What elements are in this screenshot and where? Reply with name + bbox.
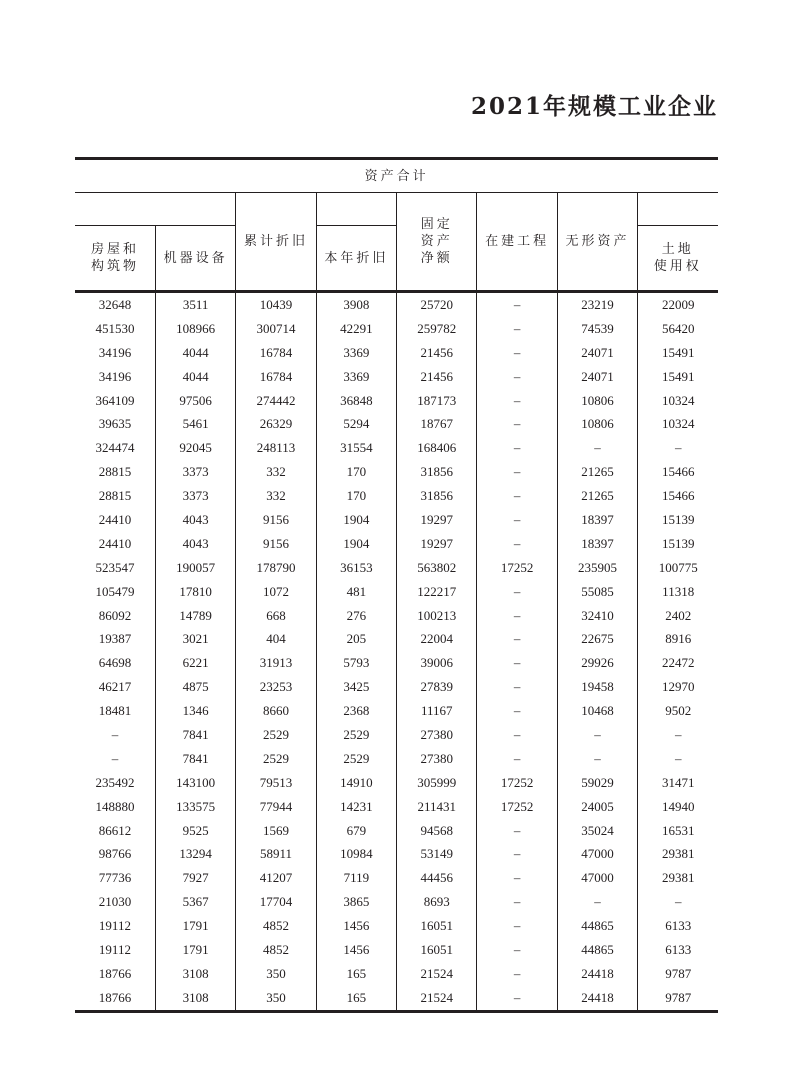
table-cell: 9502 bbox=[638, 699, 718, 723]
table-cell: – bbox=[111, 726, 119, 742]
table-cell: 27380 bbox=[397, 747, 477, 771]
table-cell: 235492 bbox=[95, 774, 135, 790]
table-cell: 4852 bbox=[236, 914, 316, 938]
table-cell: 21456 bbox=[397, 341, 477, 365]
table-cell: 15139 bbox=[638, 532, 718, 556]
table-cell: 170 bbox=[316, 484, 396, 508]
table-cell: 100775 bbox=[638, 556, 718, 580]
header-machinery: 机器设备 bbox=[155, 226, 235, 292]
table-cell: – bbox=[477, 412, 557, 436]
table-cell: 148880 bbox=[95, 798, 135, 814]
table-row bbox=[75, 532, 718, 556]
table-row bbox=[75, 292, 718, 317]
table-row bbox=[75, 723, 718, 747]
table-cell: 13294 bbox=[155, 842, 235, 866]
table-cell: 300714 bbox=[236, 317, 316, 341]
table-cell: 59029 bbox=[557, 771, 637, 795]
table-row bbox=[75, 747, 718, 771]
table-cell: 32410 bbox=[557, 604, 637, 628]
table-cell: 2529 bbox=[316, 723, 396, 747]
table-cell: 3425 bbox=[316, 675, 396, 699]
table-cell: – bbox=[477, 866, 557, 890]
table-cell: 3908 bbox=[316, 292, 396, 317]
table-cell: 31856 bbox=[397, 484, 477, 508]
table-cell: 24005 bbox=[557, 795, 637, 819]
table-cell: 3373 bbox=[155, 484, 235, 508]
table-row bbox=[75, 556, 718, 580]
table-cell: 22004 bbox=[397, 627, 477, 651]
table-cell: 12970 bbox=[638, 675, 718, 699]
table-row bbox=[75, 986, 718, 1011]
header-blank bbox=[75, 193, 236, 226]
table-cell: 74539 bbox=[557, 317, 637, 341]
table-cell: 332 bbox=[236, 460, 316, 484]
table-cell: 2529 bbox=[236, 723, 316, 747]
table-cell: 16531 bbox=[638, 819, 718, 843]
table-cell: 14231 bbox=[316, 795, 396, 819]
header-intangible-assets: 无形资产 bbox=[557, 193, 637, 292]
group-header-total-assets: 资产合计 bbox=[75, 159, 718, 193]
table-cell: 18767 bbox=[397, 412, 477, 436]
table-cell: 46217 bbox=[98, 679, 132, 695]
table-cell: 19297 bbox=[397, 508, 477, 532]
table-cell: 165 bbox=[316, 962, 396, 986]
table-cell: 21524 bbox=[397, 962, 477, 986]
table-cell: – bbox=[477, 699, 557, 723]
table-cell: 11318 bbox=[638, 580, 718, 604]
table-cell: – bbox=[477, 436, 557, 460]
table-cell: 5367 bbox=[155, 890, 235, 914]
table-cell: 16051 bbox=[397, 914, 477, 938]
table-cell: 4043 bbox=[155, 508, 235, 532]
table-cell: 44456 bbox=[397, 866, 477, 890]
table-cell: – bbox=[638, 436, 718, 460]
table-cell: 24410 bbox=[98, 511, 132, 527]
table-cell: 22675 bbox=[557, 627, 637, 651]
table-cell: 4044 bbox=[155, 365, 235, 389]
table-cell: 34196 bbox=[98, 368, 132, 384]
table-cell: 5793 bbox=[316, 651, 396, 675]
table-cell: 3369 bbox=[316, 341, 396, 365]
table-cell: 21265 bbox=[557, 460, 637, 484]
table-cell: 3108 bbox=[155, 986, 235, 1011]
table-cell: – bbox=[477, 627, 557, 651]
table-row bbox=[75, 508, 718, 532]
header-buildings bbox=[75, 226, 155, 292]
table-cell: 14789 bbox=[155, 604, 235, 628]
table-cell: 21456 bbox=[397, 365, 477, 389]
table-cell: 9156 bbox=[236, 508, 316, 532]
table-cell: 14910 bbox=[316, 771, 396, 795]
table-cell: 2368 bbox=[316, 699, 396, 723]
table-cell: 170 bbox=[316, 460, 396, 484]
table-row bbox=[75, 890, 718, 914]
table-row bbox=[75, 962, 718, 986]
table-cell: 29926 bbox=[557, 651, 637, 675]
table-cell: 1791 bbox=[155, 938, 235, 962]
table-cell: 8660 bbox=[236, 699, 316, 723]
table-cell: 19458 bbox=[557, 675, 637, 699]
table-cell: – bbox=[557, 890, 637, 914]
table-cell: – bbox=[477, 890, 557, 914]
table-row bbox=[75, 819, 718, 843]
table-cell: 24418 bbox=[557, 962, 637, 986]
table-cell: – bbox=[557, 747, 637, 771]
table-cell: 5461 bbox=[155, 412, 235, 436]
table-row bbox=[75, 651, 718, 675]
table-row bbox=[75, 771, 718, 795]
table-cell: 668 bbox=[236, 604, 316, 628]
table-row bbox=[75, 604, 718, 628]
assets-table bbox=[75, 157, 718, 1013]
table-row bbox=[75, 365, 718, 389]
table-cell: 17704 bbox=[236, 890, 316, 914]
table-cell: – bbox=[477, 604, 557, 628]
table-cell: 19297 bbox=[397, 532, 477, 556]
table-cell: 10324 bbox=[638, 389, 718, 413]
table-cell: 205 bbox=[316, 627, 396, 651]
table-cell: 17252 bbox=[477, 556, 557, 580]
table-cell: 44865 bbox=[557, 938, 637, 962]
table-cell: 350 bbox=[236, 986, 316, 1011]
table-row bbox=[75, 627, 718, 651]
table-cell: 165 bbox=[316, 986, 396, 1011]
table-cell: – bbox=[557, 723, 637, 747]
table-cell: 31913 bbox=[236, 651, 316, 675]
table-cell: – bbox=[477, 580, 557, 604]
table-cell: 98766 bbox=[98, 846, 132, 862]
table-cell: 19387 bbox=[98, 631, 132, 647]
table-cell: 15491 bbox=[638, 365, 718, 389]
table-cell: 55085 bbox=[557, 580, 637, 604]
header-line: 净额 bbox=[420, 251, 453, 266]
table-cell: 1456 bbox=[316, 914, 396, 938]
table-cell: 47000 bbox=[557, 866, 637, 890]
table-cell: 27380 bbox=[397, 723, 477, 747]
table-cell: 10439 bbox=[236, 292, 316, 317]
table-cell: 305999 bbox=[397, 771, 477, 795]
table-row bbox=[75, 938, 718, 962]
table-cell: 7841 bbox=[155, 747, 235, 771]
table-cell: 27839 bbox=[397, 675, 477, 699]
header-blank bbox=[638, 193, 718, 226]
table-cell: 1904 bbox=[316, 532, 396, 556]
table-cell: 9787 bbox=[638, 986, 718, 1011]
table-cell: 24418 bbox=[557, 986, 637, 1011]
table-cell: 563802 bbox=[397, 556, 477, 580]
table-cell: 4043 bbox=[155, 532, 235, 556]
table-cell: 19112 bbox=[98, 941, 131, 957]
table-cell: – bbox=[477, 914, 557, 938]
table-cell: 1791 bbox=[155, 914, 235, 938]
table-cell: 16051 bbox=[397, 938, 477, 962]
table-cell: 28815 bbox=[98, 464, 132, 480]
table-cell: – bbox=[477, 365, 557, 389]
table-cell: 187173 bbox=[397, 389, 477, 413]
table-cell: – bbox=[477, 938, 557, 962]
table-cell: 24071 bbox=[557, 365, 637, 389]
table-cell: 10324 bbox=[638, 412, 718, 436]
table-body bbox=[75, 292, 718, 1012]
header-net-fixed-assets bbox=[397, 193, 477, 292]
table-cell: 143100 bbox=[155, 771, 235, 795]
table-cell: – bbox=[477, 962, 557, 986]
table-cell: 86612 bbox=[98, 822, 132, 838]
header-land-use-rights-label: 土地使用权 bbox=[653, 242, 702, 274]
table-cell: 23253 bbox=[236, 675, 316, 699]
table-cell: 77736 bbox=[98, 870, 132, 886]
table-header bbox=[75, 159, 718, 292]
table-cell: 324474 bbox=[95, 440, 135, 456]
table-cell: 18397 bbox=[557, 508, 637, 532]
table-cell: 108966 bbox=[155, 317, 235, 341]
table-cell: 168406 bbox=[397, 436, 477, 460]
header-line: 房屋和 bbox=[90, 242, 139, 257]
table-cell: – bbox=[477, 317, 557, 341]
table-cell: 7927 bbox=[155, 866, 235, 890]
table-cell: 4852 bbox=[236, 938, 316, 962]
table-cell: 14940 bbox=[638, 795, 718, 819]
table-cell: 6133 bbox=[638, 938, 718, 962]
table-cell: 26329 bbox=[236, 412, 316, 436]
table-cell: 4875 bbox=[155, 675, 235, 699]
header-construction-in-progress: 在建工程 bbox=[477, 193, 557, 292]
table-cell: – bbox=[477, 819, 557, 843]
table-cell: 86092 bbox=[98, 607, 132, 623]
header-land-use-rights bbox=[638, 226, 718, 292]
table-cell: 8916 bbox=[638, 627, 718, 651]
table-cell: – bbox=[477, 341, 557, 365]
table-row bbox=[75, 914, 718, 938]
table-cell: 92045 bbox=[155, 436, 235, 460]
table-cell: – bbox=[477, 460, 557, 484]
table-cell: 34196 bbox=[98, 344, 132, 360]
table-cell: 274442 bbox=[236, 389, 316, 413]
table-cell: 21030 bbox=[98, 894, 132, 910]
table-cell: 24410 bbox=[98, 535, 132, 551]
table-cell: 105479 bbox=[95, 583, 135, 599]
table-cell: – bbox=[477, 986, 557, 1011]
table-cell: 17252 bbox=[477, 795, 557, 819]
table-row bbox=[75, 484, 718, 508]
table-cell: 77944 bbox=[236, 795, 316, 819]
table-cell: 31471 bbox=[638, 771, 718, 795]
table-cell: 7119 bbox=[316, 866, 396, 890]
header-line: 固定 bbox=[420, 217, 453, 232]
table-cell: 17252 bbox=[477, 771, 557, 795]
table-cell: 8693 bbox=[397, 890, 477, 914]
table-row bbox=[75, 341, 718, 365]
header-blank bbox=[316, 193, 396, 226]
table-cell: 21265 bbox=[557, 484, 637, 508]
table-row bbox=[75, 795, 718, 819]
table-cell: 29381 bbox=[638, 842, 718, 866]
table-cell: – bbox=[477, 723, 557, 747]
table-cell: 6133 bbox=[638, 914, 718, 938]
table-cell: – bbox=[477, 484, 557, 508]
table-cell: – bbox=[477, 508, 557, 532]
table-cell: 53149 bbox=[397, 842, 477, 866]
table-cell: 2402 bbox=[638, 604, 718, 628]
table-cell: 22009 bbox=[638, 292, 718, 317]
table-cell: 1072 bbox=[236, 580, 316, 604]
header-line: 资产 bbox=[420, 234, 453, 249]
header-accumulated-depreciation: 累计折旧 bbox=[236, 193, 316, 292]
table-cell: 404 bbox=[236, 627, 316, 651]
table-cell: 10806 bbox=[557, 412, 637, 436]
table-cell: 16784 bbox=[236, 365, 316, 389]
table-cell: 122217 bbox=[397, 580, 477, 604]
table-cell: 9156 bbox=[236, 532, 316, 556]
table-cell: 10806 bbox=[557, 389, 637, 413]
table-cell: 9787 bbox=[638, 962, 718, 986]
table-cell: 11167 bbox=[397, 699, 477, 723]
header-line: 构筑物 bbox=[90, 259, 139, 274]
table-cell: 3108 bbox=[155, 962, 235, 986]
table-cell: 3021 bbox=[155, 627, 235, 651]
table-cell: 100213 bbox=[397, 604, 477, 628]
table-cell: 18766 bbox=[75, 986, 155, 1011]
header-current-year-depreciation: 本年折旧 bbox=[316, 226, 396, 292]
table-cell: 1904 bbox=[316, 508, 396, 532]
table-cell: 24071 bbox=[557, 341, 637, 365]
table-row bbox=[75, 436, 718, 460]
table-cell: – bbox=[638, 747, 718, 771]
table-cell: 28815 bbox=[98, 488, 132, 504]
table-cell: 350 bbox=[236, 962, 316, 986]
table-cell: 64698 bbox=[98, 655, 132, 671]
table-cell: 9525 bbox=[155, 819, 235, 843]
table-cell: 15139 bbox=[638, 508, 718, 532]
table-cell: – bbox=[477, 292, 557, 317]
table-cell: 18766 bbox=[98, 965, 132, 981]
table-cell: 276 bbox=[316, 604, 396, 628]
table-row bbox=[75, 389, 718, 413]
table-cell: 5294 bbox=[316, 412, 396, 436]
table-cell: 211431 bbox=[397, 795, 477, 819]
table-cell: 364109 bbox=[95, 392, 135, 408]
table-cell: 39635 bbox=[98, 416, 132, 432]
table-row bbox=[75, 866, 718, 890]
table-cell: – bbox=[477, 532, 557, 556]
table-cell: 10984 bbox=[316, 842, 396, 866]
table-cell: 94568 bbox=[397, 819, 477, 843]
table-cell: 18481 bbox=[98, 703, 132, 719]
table-cell: 79513 bbox=[236, 771, 316, 795]
table-cell: – bbox=[477, 675, 557, 699]
table-cell: 31554 bbox=[316, 436, 396, 460]
table-cell: 15491 bbox=[638, 341, 718, 365]
table-cell: 7841 bbox=[155, 723, 235, 747]
table-cell: 35024 bbox=[557, 819, 637, 843]
table-cell: 15466 bbox=[638, 484, 718, 508]
table-cell: 1569 bbox=[236, 819, 316, 843]
table-cell: 2529 bbox=[236, 747, 316, 771]
table-cell: 23219 bbox=[557, 292, 637, 317]
table-cell: 44865 bbox=[557, 914, 637, 938]
table-cell: 6221 bbox=[155, 651, 235, 675]
table-row bbox=[75, 412, 718, 436]
table-cell: 10468 bbox=[557, 699, 637, 723]
table-cell: – bbox=[477, 747, 557, 771]
table-cell: 2529 bbox=[316, 747, 396, 771]
table-cell: 523547 bbox=[95, 559, 135, 575]
table-cell: 3373 bbox=[155, 460, 235, 484]
table-cell: 679 bbox=[316, 819, 396, 843]
table-cell: 21524 bbox=[397, 986, 477, 1011]
table-cell: – bbox=[638, 723, 718, 747]
table-cell: 332 bbox=[236, 484, 316, 508]
table-cell: 22472 bbox=[638, 651, 718, 675]
table-cell: 190057 bbox=[155, 556, 235, 580]
table-cell: 32648 bbox=[98, 296, 132, 312]
table-cell: 1346 bbox=[155, 699, 235, 723]
table-row bbox=[75, 675, 718, 699]
table-cell: 29381 bbox=[638, 866, 718, 890]
table-row bbox=[75, 317, 718, 341]
table-cell: 451530 bbox=[95, 320, 135, 336]
table-cell: 31856 bbox=[397, 460, 477, 484]
table-cell: – bbox=[557, 436, 637, 460]
table-row bbox=[75, 580, 718, 604]
table-cell: 39006 bbox=[397, 651, 477, 675]
table-cell: 248113 bbox=[236, 436, 316, 460]
table-cell: – bbox=[477, 651, 557, 675]
table-row bbox=[75, 460, 718, 484]
table-row bbox=[75, 842, 718, 866]
table-cell: – bbox=[477, 389, 557, 413]
table-cell: 18397 bbox=[557, 532, 637, 556]
table-cell: 235905 bbox=[557, 556, 637, 580]
table-cell: 17810 bbox=[155, 580, 235, 604]
table-cell: – bbox=[638, 890, 718, 914]
table-cell: 15466 bbox=[638, 460, 718, 484]
table-cell: 3369 bbox=[316, 365, 396, 389]
table-cell: 19112 bbox=[98, 918, 131, 934]
table-cell: 36153 bbox=[316, 556, 396, 580]
table-cell: 3865 bbox=[316, 890, 396, 914]
table-cell: – bbox=[477, 842, 557, 866]
table-cell: – bbox=[111, 750, 119, 766]
table-cell: 42291 bbox=[316, 317, 396, 341]
table-cell: 36848 bbox=[316, 389, 396, 413]
table-cell: 4044 bbox=[155, 341, 235, 365]
table-cell: 133575 bbox=[155, 795, 235, 819]
table-cell: 16784 bbox=[236, 341, 316, 365]
table-cell: 1456 bbox=[316, 938, 396, 962]
table-cell: 41207 bbox=[236, 866, 316, 890]
table-cell: 58911 bbox=[236, 842, 316, 866]
table-cell: 3511 bbox=[155, 292, 235, 317]
table-cell: 259782 bbox=[397, 317, 477, 341]
table-cell: 25720 bbox=[397, 292, 477, 317]
table-cell: 97506 bbox=[155, 389, 235, 413]
table-cell: 481 bbox=[316, 580, 396, 604]
page-title: 2021年规模工业企业 bbox=[470, 93, 718, 120]
table-row bbox=[75, 699, 718, 723]
table-cell: 178790 bbox=[236, 556, 316, 580]
table-cell: 47000 bbox=[557, 842, 637, 866]
table-cell: 56420 bbox=[638, 317, 718, 341]
